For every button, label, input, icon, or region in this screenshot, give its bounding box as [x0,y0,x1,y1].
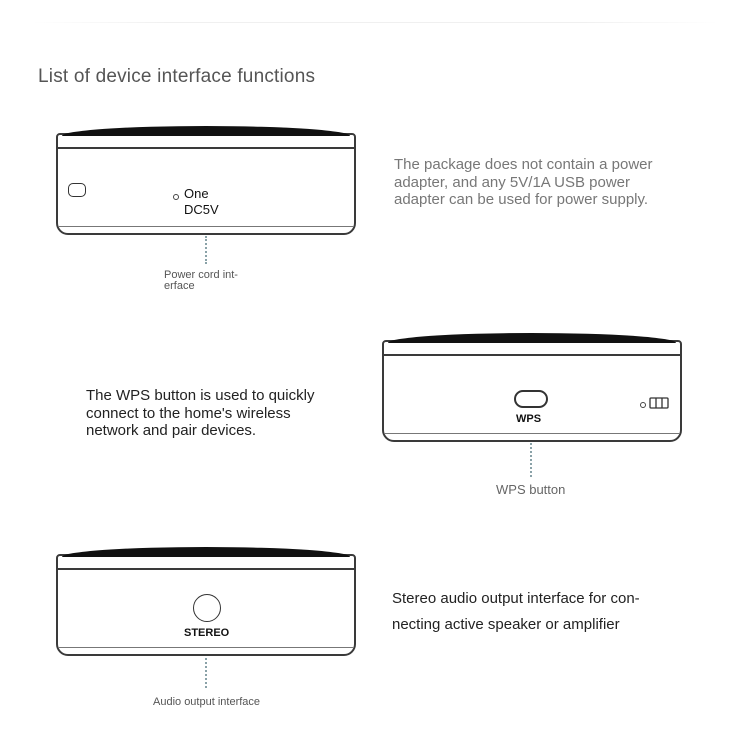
device-lid [388,333,676,343]
device-stereo-side [56,554,356,656]
description-line: Stereo audio output interface for con- [392,590,640,607]
device-band [58,568,354,570]
description-line: adapter can be used for power supply. [394,191,649,209]
caption-line: Power cord int- [164,269,238,281]
led-indicator-icon [173,194,179,200]
description-stereo [392,586,640,637]
caption-line: erface [164,280,195,292]
description-line: The WPS button is used to quickly [86,387,315,404]
device-power-side [56,133,356,235]
description-wps [86,387,314,440]
device-lid [62,126,350,136]
description-line: The package does not contain a power [394,156,653,173]
description-line: connect to the home's wireless [86,404,291,422]
callout-connector [530,443,532,477]
port-label-one: One [184,186,209,201]
device-base [58,226,354,227]
device-band [58,147,354,149]
caption-power-cord [164,270,238,292]
usb-port-icon [649,397,669,409]
stereo-jack-icon [193,594,221,622]
description-power [394,156,653,209]
wps-label: WPS [516,413,542,425]
page-title: List of device interface functions [38,66,316,87]
stereo-label: STEREO [184,627,230,639]
top-divider [30,22,720,23]
device-wps-side [382,340,682,442]
device-base [58,647,354,648]
power-switch-icon [68,183,86,197]
wps-button-icon [514,390,548,408]
device-band [384,354,680,356]
description-line: network and pair devices. [86,422,257,440]
callout-connector [205,236,207,264]
led-indicator-icon [640,402,646,408]
device-lid [62,547,350,557]
device-base [384,433,680,434]
caption-audio: Audio output interface [153,696,261,708]
description-line: adapter, and any 5V/1A USB power [394,173,630,191]
caption-wps: WPS button [496,482,566,497]
description-line: necting active speaker or amplifier [392,615,620,633]
callout-connector [205,658,207,688]
port-label-dc5v: DC5V [184,202,219,217]
